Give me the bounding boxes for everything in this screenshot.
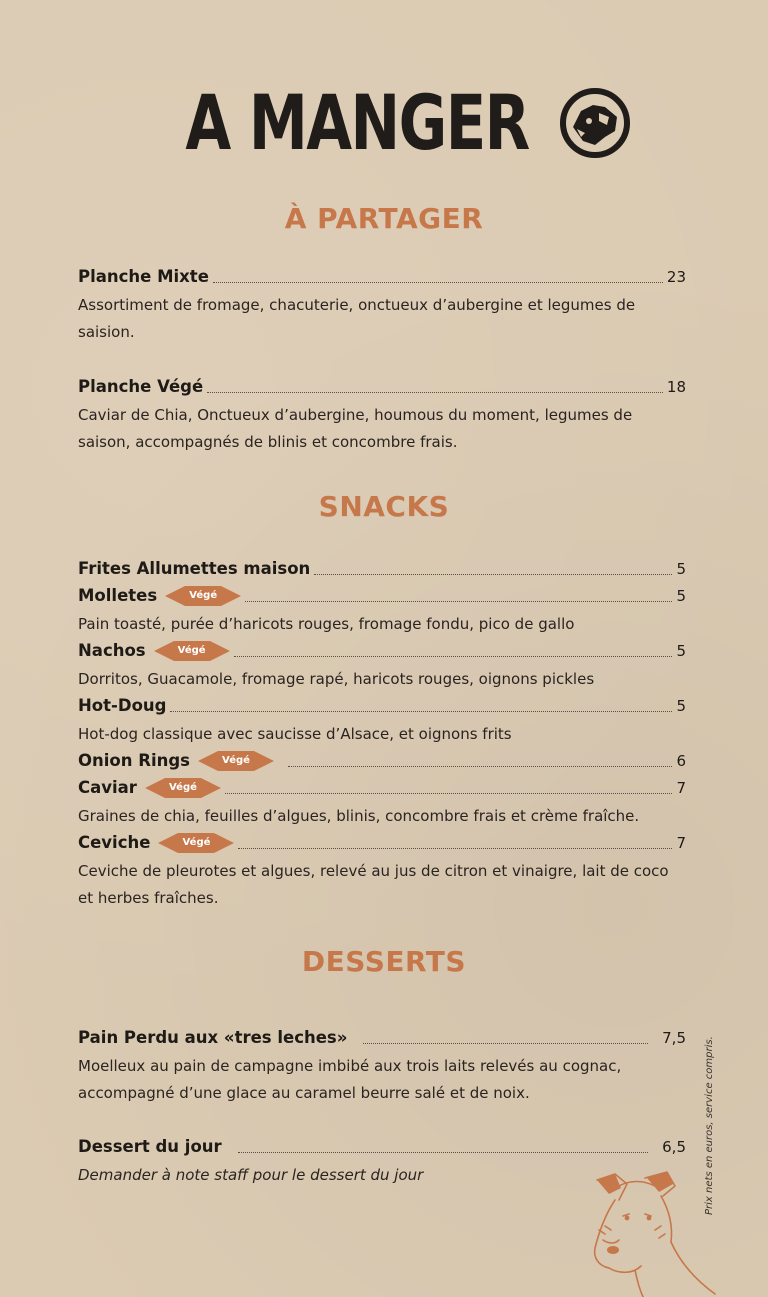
dot-leader (363, 1042, 648, 1044)
item-price: 7 (676, 779, 686, 797)
vege-badge (154, 640, 230, 662)
item-price: 23 (666, 268, 686, 286)
item-name: Nachos (78, 641, 146, 660)
dog-head-logo-icon (559, 87, 631, 159)
item-description: Caviar de Chia, Onctueux d’aubergine, houmous du moment, legumes de saison, accompagnés de blinis et concombre frais. (78, 406, 633, 451)
menu-item-onion-rings (78, 750, 686, 772)
item-description: Ceviche de pleurotes et algues, relevé au jus de citron et vinaigre, lait de coco et herbes fraîches. (78, 862, 669, 907)
item-description: Graines de chia, feuilles d’algues, blinis, concombre frais et crème fraîche. (78, 807, 640, 825)
page-title: A MANGER (185, 77, 529, 167)
price-note-text: Prix nets en euros, service compris. (704, 1036, 715, 1215)
item-name: Onion Rings (78, 751, 190, 770)
item-description: Assortiment de fromage, chacuterie, onctueux d’aubergine et legumes de saision. (78, 296, 636, 341)
item-name: Planche Mixte (78, 267, 209, 286)
dot-leader (314, 573, 672, 575)
dot-leader (207, 391, 663, 393)
menu-item-hot-doug (78, 695, 686, 748)
item-price: 7,5 (662, 1029, 686, 1047)
menu-item-frites (78, 558, 686, 580)
item-name: Caviar (78, 778, 137, 797)
vege-badge (198, 750, 274, 772)
item-name: Pain Perdu aux «tres leches» (78, 1028, 348, 1047)
item-description: Dorritos, Guacamole, fromage rapé, haricots rouges, oignons pickles (78, 670, 595, 688)
header (0, 77, 768, 167)
dot-leader (225, 792, 673, 794)
item-name: Molletes (78, 586, 158, 605)
section-title-desserts: DESSERTS (301, 945, 467, 978)
item-price: 5 (676, 642, 686, 660)
item-description: Hot-dog classique avec saucisse d’Alsace, et oignons frits (78, 725, 512, 743)
item-name: Planche Végé (78, 377, 204, 396)
item-description: Demander à note staff pour le dessert du jour (78, 1166, 424, 1184)
vege-badge (145, 777, 221, 799)
menu-item-pain-perdu (78, 1027, 686, 1107)
menu-item-nachos (78, 640, 686, 693)
item-name: Dessert du jour (78, 1137, 222, 1156)
dot-leader (238, 847, 672, 849)
badge-label: Végé (222, 755, 250, 766)
item-price: 5 (676, 560, 686, 578)
dot-leader (238, 1151, 648, 1153)
dot-leader (213, 281, 663, 283)
item-price: 5 (676, 697, 686, 715)
dot-leader (245, 600, 672, 602)
badge-label: Végé (189, 590, 218, 601)
vege-badge (165, 585, 241, 607)
item-name: Ceviche (78, 833, 151, 852)
dot-leader (234, 655, 673, 657)
terrier-dog-illustration (575, 1170, 725, 1297)
section-title-partager: À PARTAGER (284, 202, 484, 235)
item-price: 6 (676, 752, 686, 770)
dot-leader (288, 765, 672, 767)
dot-leader (170, 710, 672, 712)
section-title-snacks: SNACKS (318, 490, 450, 523)
item-name: Frites Allumettes maison (78, 559, 311, 578)
menu-item-molletes (78, 585, 686, 638)
item-price: 6,5 (662, 1138, 686, 1156)
menu-item-planche-vege (78, 376, 686, 456)
item-description: Moelleux au pain de campagne imbibé aux trois laits relevés au cognac, accompagné d’une glace au caramel beurre salé et de noix. (78, 1057, 622, 1102)
badge-label: Végé (182, 837, 211, 848)
menu-item-caviar (78, 777, 686, 830)
item-price: 18 (666, 378, 686, 396)
item-description: Pain toasté, purée d’haricots rouges, fromage fondu, pico de gallo (78, 615, 575, 633)
menu-item-planche-mixte (78, 266, 686, 346)
badge-label: Végé (177, 645, 206, 656)
item-price: 7 (676, 834, 686, 852)
item-price: 5 (676, 587, 686, 605)
item-name: Hot-Doug (78, 696, 167, 715)
vege-badge (158, 832, 234, 854)
menu-item-ceviche (78, 832, 686, 912)
badge-label: Végé (168, 782, 197, 793)
